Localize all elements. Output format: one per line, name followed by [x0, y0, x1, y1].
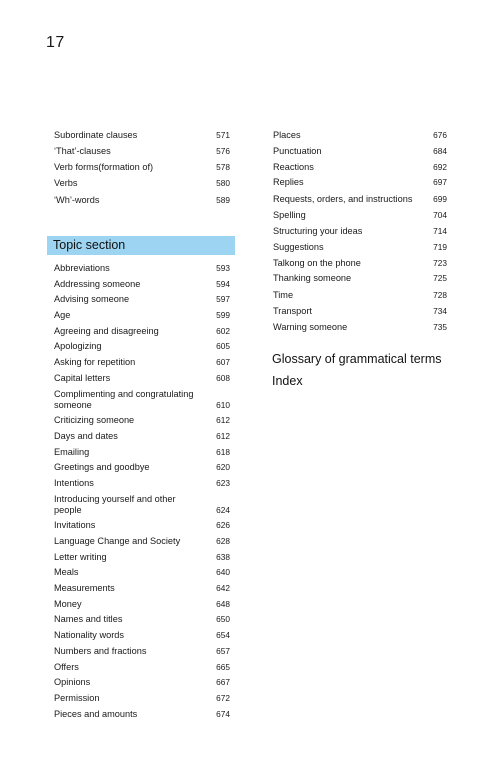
toc-entry-page: 650	[216, 614, 230, 625]
toc-entry-page: 578	[216, 162, 230, 172]
toc-entry-title: Permission	[54, 692, 100, 703]
toc-entry-page: 714	[433, 225, 447, 236]
toc-entry[interactable]	[273, 162, 447, 173]
toc-entry-page: 734	[433, 306, 447, 317]
toc-entry-page: 642	[216, 583, 230, 594]
toc-entry-title: Invitations	[54, 520, 96, 531]
toc-entry-title: Names and titles	[54, 614, 123, 625]
toc-entry-title: ‘That’-clauses	[54, 146, 111, 156]
toc-entry-page: 674	[216, 708, 230, 719]
toc-entry[interactable]	[54, 599, 230, 610]
toc-entry-title: Numbers and fractions	[54, 645, 147, 656]
toc-entry-page: 607	[216, 357, 230, 368]
toc-entry[interactable]	[54, 326, 230, 337]
toc-entry-page: 657	[216, 645, 230, 656]
toc-entry[interactable]	[54, 494, 230, 516]
toc-entry[interactable]	[54, 389, 230, 411]
toc-entry[interactable]	[54, 357, 230, 368]
toc-entry[interactable]	[273, 242, 447, 253]
toc-entry-title: Thanking someone	[273, 273, 352, 284]
toc-entry-page: 699	[433, 194, 447, 205]
toc-entry-page: 599	[216, 310, 230, 321]
toc-entry-page: 640	[216, 567, 230, 578]
toc-entry[interactable]	[273, 130, 447, 141]
toc-entry-page: 626	[216, 520, 230, 531]
toc-entry-title: Spelling	[273, 210, 306, 221]
index-link[interactable]: Index	[272, 374, 303, 388]
toc-entry-title: Emailing	[54, 446, 90, 457]
page-number: 17	[46, 34, 65, 51]
toc-entry[interactable]	[54, 646, 230, 657]
toc-entry[interactable]	[54, 279, 230, 290]
toc-entry-page: 676	[433, 130, 447, 140]
toc-entry[interactable]	[273, 273, 447, 284]
toc-entry-title: Criticizing someone	[54, 415, 135, 426]
toc-entry-title: Money	[54, 598, 82, 609]
toc-entry-page: 628	[216, 536, 230, 546]
toc-entry[interactable]	[54, 462, 230, 473]
toc-entry[interactable]	[273, 306, 447, 317]
toc-entry-page: 672	[216, 692, 230, 703]
toc-entry-page: 704	[433, 210, 447, 221]
toc-entry-title: Nationality words	[54, 630, 124, 641]
toc-entry-title: Apologizing	[54, 341, 102, 352]
toc-entry-page: 624	[216, 504, 230, 515]
toc-entry-title: Agreeing and disagreeing	[54, 325, 159, 336]
toc-entry-title: Measurements	[54, 583, 115, 594]
toc-entry-page: 589	[216, 195, 230, 205]
toc-entry[interactable]	[54, 447, 230, 458]
toc-entry-title: Transport	[273, 306, 312, 317]
toc-entry-page: 692	[433, 161, 447, 172]
toc-entry[interactable]	[54, 373, 230, 384]
toc-entry-title: Subordinate clauses	[54, 130, 138, 140]
toc-entry-page: 597	[216, 294, 230, 305]
toc-entry[interactable]	[54, 130, 230, 141]
toc-entry-title: Days and dates	[54, 430, 118, 441]
toc-entry[interactable]	[54, 146, 230, 157]
toc-entry-page: 723	[433, 257, 447, 268]
toc-entry-page: 654	[216, 630, 230, 641]
toc-entry-title: Warning someone	[273, 321, 348, 332]
toc-entry[interactable]	[54, 415, 230, 426]
toc-entry[interactable]	[54, 478, 230, 489]
toc-entry-page: 618	[216, 446, 230, 457]
toc-entry[interactable]	[273, 146, 447, 157]
toc-entry-title: Capital letters	[54, 372, 111, 383]
toc-entry-title: Asking for repetition	[54, 357, 136, 368]
toc-entry-page: 623	[216, 477, 230, 488]
toc-entry-title: Time	[273, 290, 294, 301]
toc-entry-title: Verb forms(formation of)	[54, 162, 154, 172]
toc-entry[interactable]	[54, 693, 230, 704]
toc-entry[interactable]	[273, 194, 447, 205]
toc-entry-title: Letter writing	[54, 551, 107, 562]
toc-entry[interactable]	[54, 677, 230, 688]
toc-entry-page: 602	[216, 325, 230, 336]
toc-entry[interactable]	[273, 177, 447, 188]
topic-entries-list-continued	[273, 130, 447, 338]
toc-entry-title: Greetings and goodbye	[54, 462, 150, 473]
toc-entry[interactable]	[54, 630, 230, 641]
toc-entry-title: ‘Wh’-words	[54, 195, 100, 205]
toc-entry-page: 605	[216, 341, 230, 352]
toc-entry[interactable]	[54, 341, 230, 352]
toc-entry-page: 684	[433, 145, 447, 156]
toc-entry-title: Requests, orders, and instructions	[273, 194, 413, 205]
grammar-entries-list	[54, 130, 230, 211]
toc-entry-title: Introducing yourself and other people	[54, 493, 176, 515]
toc-entry-page: 594	[216, 278, 230, 289]
toc-entry[interactable]	[54, 552, 230, 563]
topic-section-title: Topic section	[53, 238, 126, 252]
toc-entry[interactable]	[54, 567, 230, 578]
toc-entry[interactable]	[54, 263, 230, 274]
toc-entry-title: Addressing someone	[54, 278, 141, 289]
toc-entry[interactable]	[54, 195, 230, 206]
toc-entry[interactable]	[54, 431, 230, 442]
toc-entry[interactable]	[54, 709, 230, 720]
topic-section-heading	[47, 236, 235, 255]
toc-entry[interactable]	[54, 520, 230, 531]
toc-entry-page: 638	[216, 551, 230, 562]
toc-entry[interactable]	[273, 258, 447, 269]
toc-entry-page: 697	[433, 177, 447, 188]
toc-entry[interactable]	[54, 178, 230, 189]
toc-entry[interactable]	[54, 294, 230, 305]
toc-entry-page: 665	[216, 661, 230, 672]
toc-entry[interactable]	[54, 583, 230, 594]
toc-entry-page: 719	[433, 241, 447, 252]
toc-entry-page: 610	[216, 399, 230, 410]
toc-entry[interactable]	[54, 536, 230, 547]
toc-entry-title: Talkong on the phone	[273, 257, 361, 268]
toc-entry-page: 728	[433, 290, 447, 301]
topic-entries-list	[54, 263, 230, 724]
toc-entry-title: Verbs	[54, 178, 78, 188]
toc-entry-title: Offers	[54, 661, 79, 672]
toc-entry-page: 612	[216, 415, 230, 426]
toc-entry-title: Replies	[273, 177, 304, 188]
toc-entry-title: Language Change and Society	[54, 536, 181, 546]
toc-entry[interactable]	[273, 290, 447, 301]
toc-entry-title: Reactions	[273, 161, 314, 172]
toc-entry-title: Punctuation	[273, 145, 322, 156]
toc-entry-title: Complimenting and congratulating someone	[54, 388, 194, 410]
toc-entry-page: 667	[216, 677, 230, 688]
toc-entry-title: Suggestions	[273, 241, 324, 252]
toc-entry-title: Places	[273, 130, 301, 140]
toc-entry[interactable]	[273, 226, 447, 237]
toc-entry-page: 620	[216, 462, 230, 473]
toc-entry-page: 725	[433, 273, 447, 284]
toc-entry-title: Age	[54, 310, 71, 321]
toc-entry-title: Intentions	[54, 477, 94, 488]
toc-entry-title: Advising someone	[54, 294, 130, 305]
toc-entry-title: Pieces and amounts	[54, 708, 138, 719]
toc-entry[interactable]	[54, 310, 230, 321]
toc-entry[interactable]	[54, 614, 230, 625]
toc-entry-page: 571	[216, 130, 230, 140]
toc-entry-title: Meals	[54, 567, 79, 578]
toc-entry[interactable]	[54, 662, 230, 673]
toc-entry-page: 612	[216, 430, 230, 441]
glossary-link[interactable]: Glossary of grammatical terms	[272, 352, 442, 366]
toc-entry-page: 648	[216, 598, 230, 609]
toc-entry[interactable]	[54, 162, 230, 173]
toc-entry-title: Abbreviations	[54, 263, 110, 273]
toc-entry-page: 576	[216, 146, 230, 156]
toc-entry-page: 608	[216, 372, 230, 383]
toc-entry[interactable]	[273, 210, 447, 221]
toc-entry-title: Structuring your ideas	[273, 225, 363, 236]
toc-entry-page: 580	[216, 178, 230, 188]
toc-entry-page: 735	[433, 321, 447, 332]
toc-entry[interactable]	[273, 322, 447, 333]
toc-entry-title: Opinions	[54, 677, 91, 688]
toc-entry-page: 593	[216, 263, 230, 273]
